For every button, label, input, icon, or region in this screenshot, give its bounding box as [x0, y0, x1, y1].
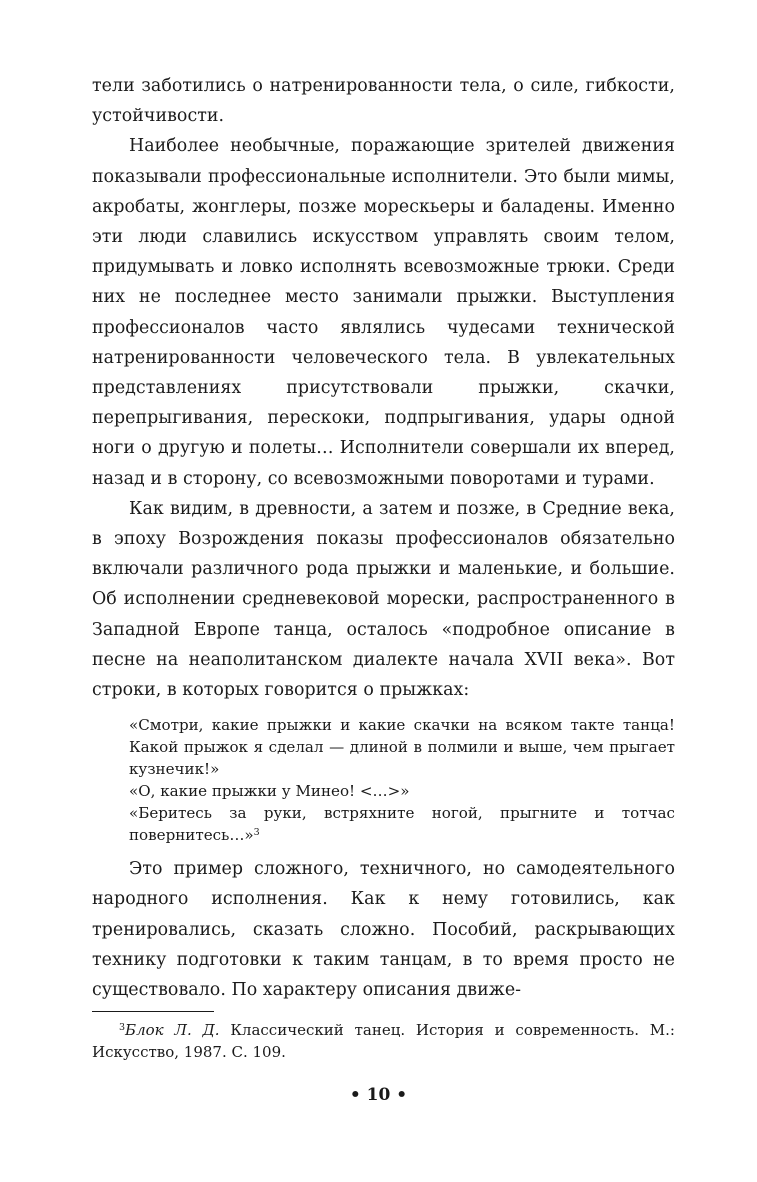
quote-line-3-text: «Беритесь за руки, встряхните ногой, прыгните и тотчас повернитесь…» — [129, 804, 675, 845]
quote-line-2: «О, какие прыжки у Минео! <…>» — [129, 782, 410, 801]
footnote — [92, 1019, 675, 1063]
quotation-block — [92, 714, 675, 846]
paragraph-3: Как видим, в древности, а затем и позже, в Средние века, в эпоху Возрождения показы профессионалов обязательно включали различного рода прыжки и маленькие, и большие. Об исполнении средневековой морески, распространенного в Западной Европе танца, осталось «подробное описание в песне на неаполитанском диалекте начала XVII века». Вот строки, в которых говорится о прыжках: — [92, 498, 675, 701]
footnote-reference: 3 — [253, 827, 260, 839]
footnote-divider — [92, 1011, 214, 1012]
quote-line-3 — [129, 802, 675, 846]
paragraph-1: тели заботились о натренированности тела, о силе, гибкости, устойчивости. — [92, 76, 675, 127]
footnote-mark: 3 — [119, 1022, 126, 1033]
page-number: • 10 • — [349, 1085, 408, 1105]
page-body — [92, 71, 675, 1005]
footnote-author: Блок Л. Д. — [125, 1021, 220, 1039]
paragraph-2: Наиболее необычные, поражающие зрителей движения показывали профессиональные исполнители. Это были мимы, акробаты, жонглеры, позже морескьеры и баладены. Именно эти люди славились искусством управлять своим телом, придумывать и ловко исполнять всевозможные трюки. Среди них не последнее место занимали прыжки. Выступления профессионалов часто являлись чудесами технической натренированности человеческого тела. В увлекательных представлениях присутствовали прыжки, скачки, перепрыгивания, перескоки, подпрыгивания, удары одной ноги о другую и полеты… Исполнители совершали их вперед, назад и в сторону, со всевозможными поворотами и турами. — [92, 136, 675, 489]
quote-line-1: «Смотри, какие прыжки и какие скачки на всяком такте танца! Какой прыжок я сделал — длиной в полмили и выше, чем прыгает кузнечик!» — [129, 716, 675, 779]
paragraph-4: Это пример сложного, техничного, но самодеятельного народного исполнения. Как к нему готовились, как тренировались, сказать сложно. Пособий, раскрывающих технику подготовки к таким танцам, в то время просто не существовало. По характеру описания движе- — [92, 859, 675, 1001]
footnote-text: Классический танец. История и современность. М.: Искусство, 1987. С. 109. — [92, 1021, 675, 1061]
